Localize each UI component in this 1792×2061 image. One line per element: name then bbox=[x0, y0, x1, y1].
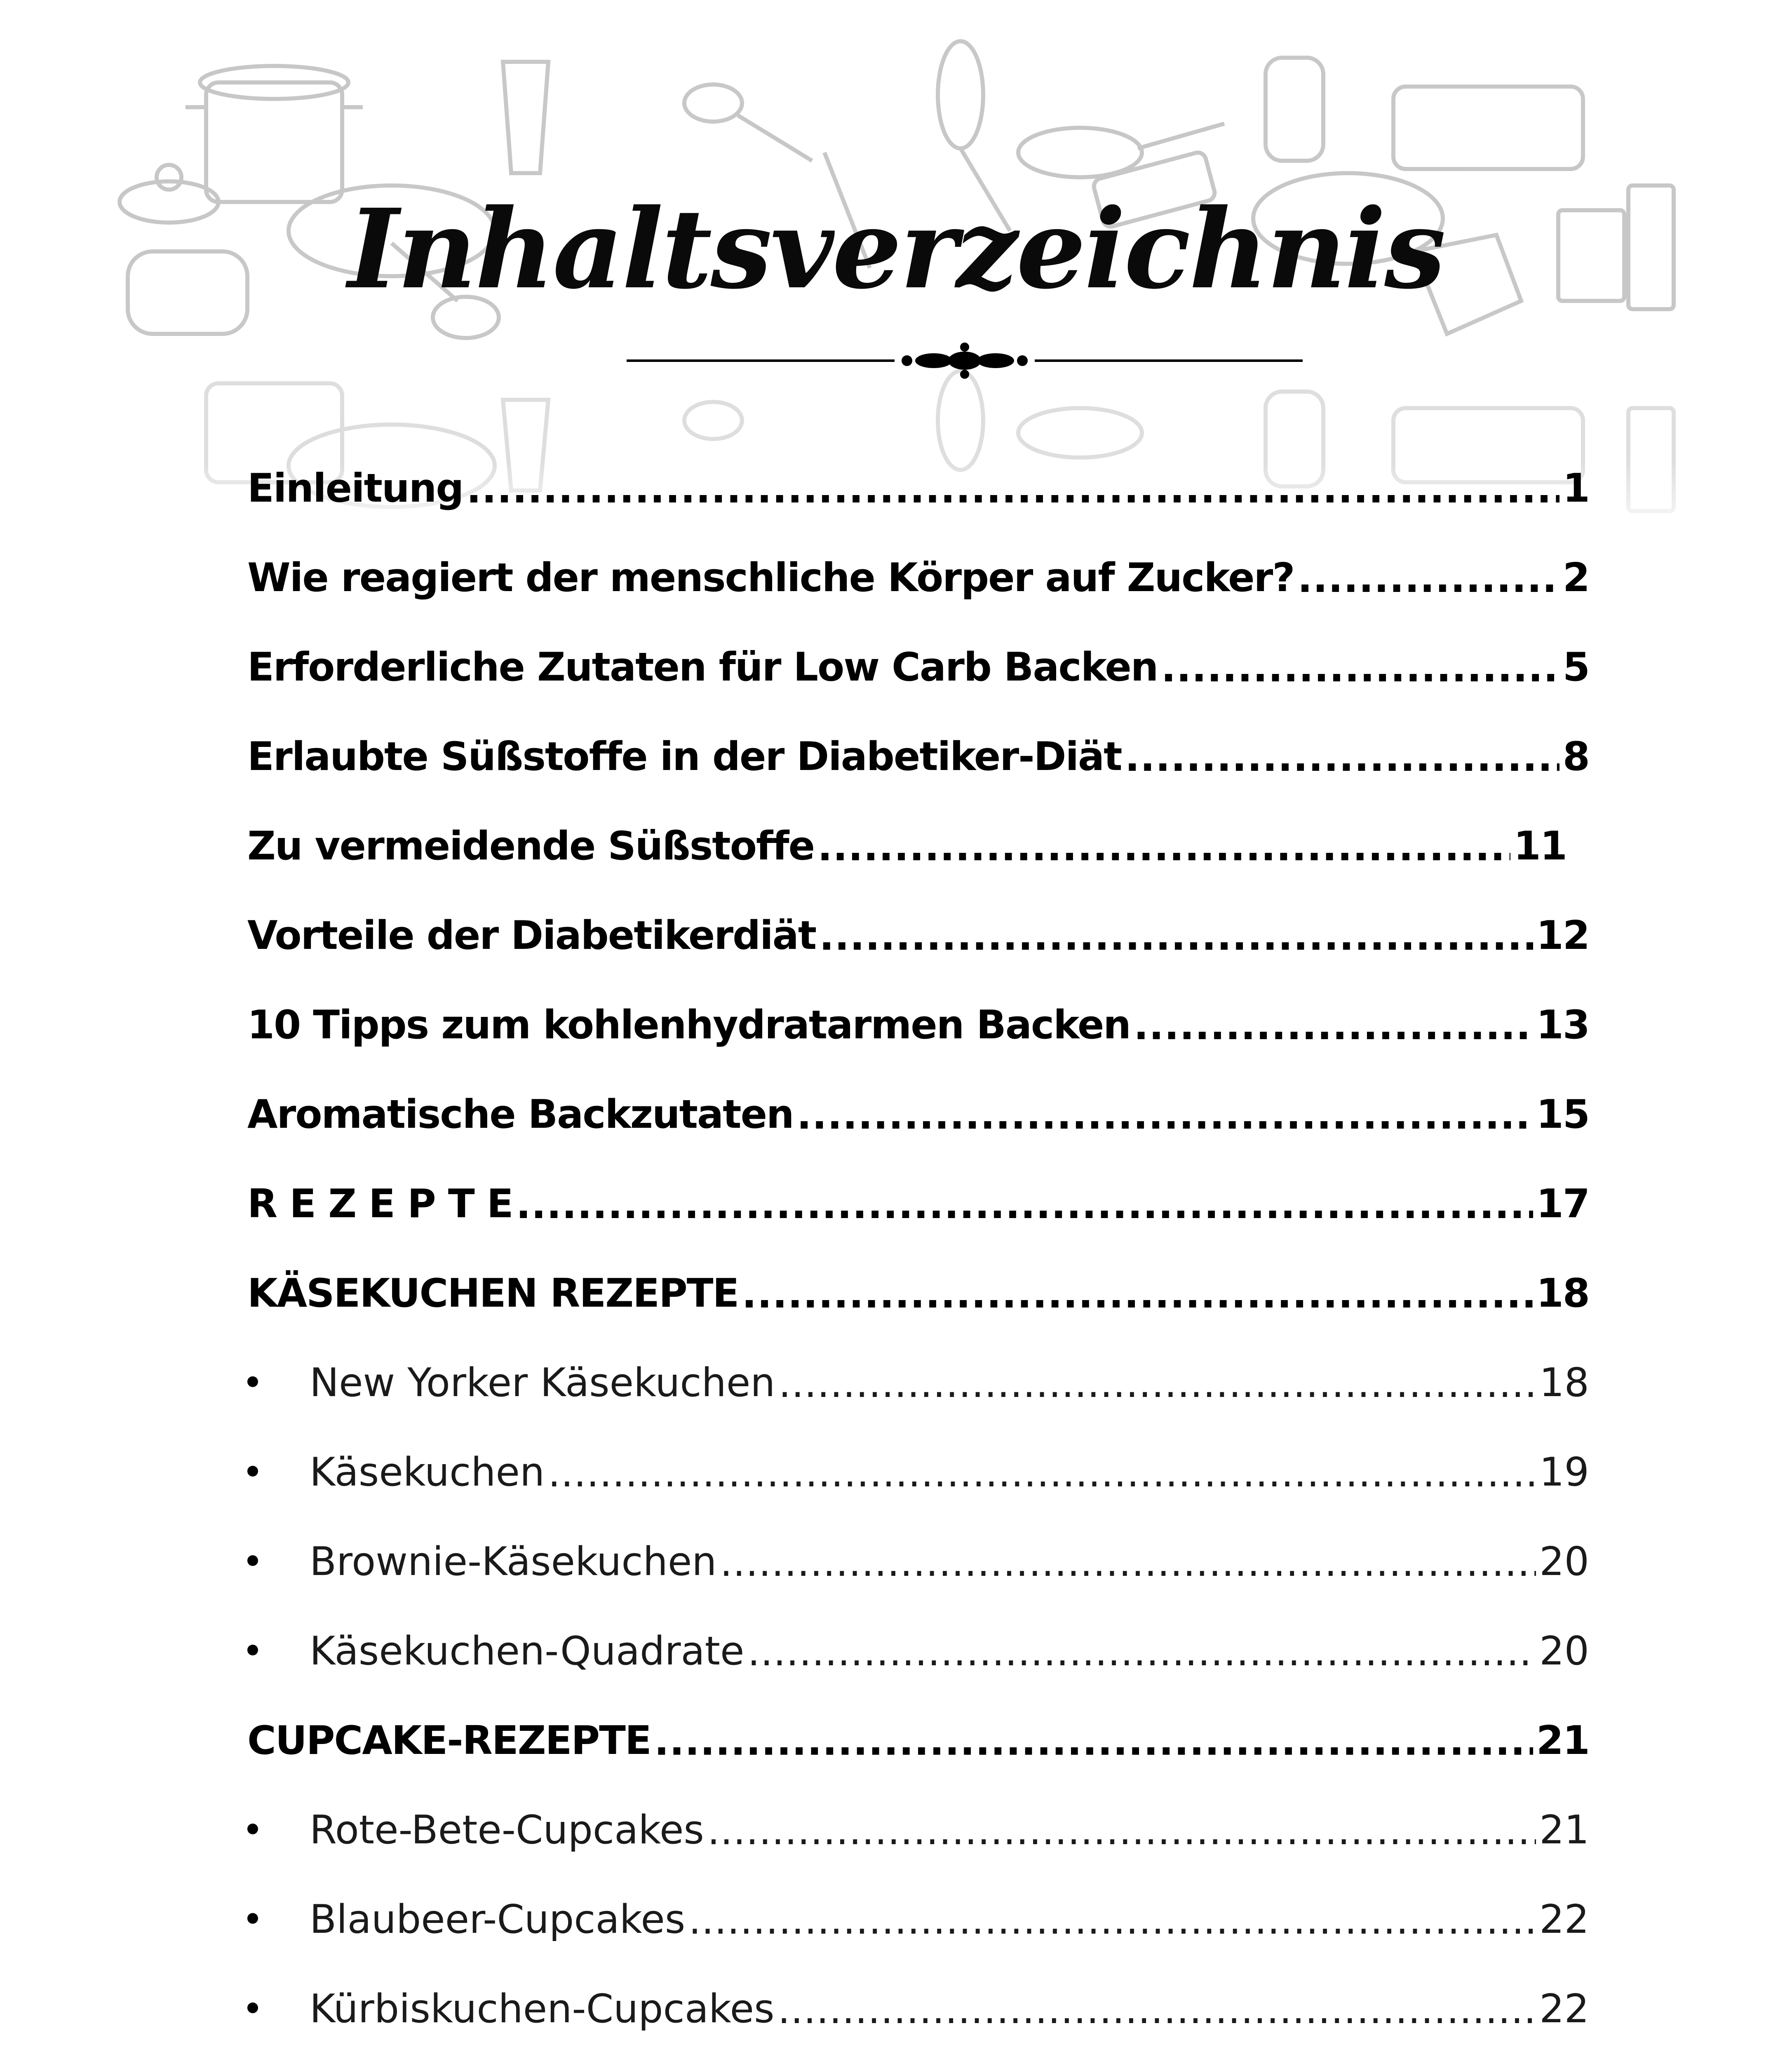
toc-entry-label: R E Z E P T E bbox=[247, 1181, 513, 1227]
toc-page-number: 8 bbox=[1562, 734, 1589, 779]
toc-entry[interactable] bbox=[247, 734, 1589, 792]
toc-page-number: 11 bbox=[1513, 824, 1567, 869]
toc-page-number: 22 bbox=[1539, 1897, 1589, 1942]
page-title: Inhaltsverzeichnis bbox=[348, 185, 1444, 313]
bullet-icon bbox=[247, 1555, 258, 1566]
toc-leader-dots bbox=[654, 1718, 1533, 1776]
toc-leader-dots bbox=[778, 1986, 1536, 2044]
toc-entry-label: Erforderliche Zutaten für Low Carb Backen bbox=[247, 645, 1158, 690]
toc-leader-dots bbox=[548, 1450, 1536, 1507]
toc-page-number: 13 bbox=[1536, 1002, 1589, 1048]
toc-leader-dots bbox=[819, 913, 1533, 971]
toc-entry-label: Zu vermeidende Süßstoffe bbox=[247, 824, 815, 869]
toc-entry-label: Brownie-Käsekuchen bbox=[310, 1539, 717, 1584]
toc-leader-dots bbox=[1125, 734, 1559, 792]
toc-leader-dots bbox=[779, 1360, 1536, 1418]
toc-entry-label: CUPCAKE-REZEPTE bbox=[247, 1718, 651, 1763]
toc-page-number: 19 bbox=[1539, 1450, 1589, 1495]
toc-entry-label: Einleitung bbox=[247, 466, 463, 511]
toc-entry-label: 10 Tipps zum kohlenhydratarmen Backen bbox=[247, 1002, 1130, 1048]
toc-entry-label: Wie reagiert der menschliche Körper auf Zucker? bbox=[247, 555, 1294, 601]
toc-entry[interactable] bbox=[247, 913, 1589, 971]
toc-subentry[interactable] bbox=[247, 1360, 1589, 1418]
toc-leader-dots bbox=[466, 466, 1559, 523]
toc-leader-dots bbox=[797, 1092, 1533, 1150]
toc-page-number: 5 bbox=[1562, 645, 1589, 690]
toc-page-number: 20 bbox=[1539, 1629, 1589, 1674]
toc-page-number: 21 bbox=[1539, 1807, 1589, 1853]
toc-page-number: 12 bbox=[1536, 913, 1589, 958]
toc-subentry[interactable] bbox=[247, 1450, 1589, 1507]
bullet-icon bbox=[247, 1645, 258, 1655]
toc-page-number: 20 bbox=[1539, 1539, 1589, 1584]
bullet-icon bbox=[247, 1824, 258, 1834]
toc-subentry[interactable] bbox=[247, 1807, 1589, 1865]
toc-leader-dots bbox=[707, 1807, 1536, 1865]
toc-entry-label: Blaubeer-Cupcakes bbox=[310, 1897, 686, 1942]
toc-entry-label: Vorteile der Diabetikerdiät bbox=[247, 913, 816, 958]
toc-entry[interactable] bbox=[247, 1002, 1589, 1060]
bullet-icon bbox=[247, 1376, 258, 1387]
toc-subentry[interactable] bbox=[247, 1897, 1589, 1955]
toc-entry[interactable] bbox=[247, 555, 1589, 613]
toc-entry-label: Käsekuchen-Quadrate bbox=[310, 1629, 745, 1674]
toc-entry-label: Erlaubte Süßstoffe in der Diabetiker-Diät bbox=[247, 734, 1122, 779]
toc-leader-dots bbox=[516, 1181, 1533, 1239]
toc-entry[interactable] bbox=[247, 1271, 1589, 1329]
toc-entry[interactable] bbox=[247, 1181, 1589, 1239]
toc-leader-dots bbox=[747, 1629, 1536, 1686]
toc-page-number: 2 bbox=[1562, 555, 1589, 601]
toc-entry-label: Käsekuchen bbox=[310, 1450, 545, 1495]
bullet-icon bbox=[247, 2002, 258, 2013]
bullet-icon bbox=[247, 1913, 258, 1924]
toc-page-number: 21 bbox=[1536, 1718, 1589, 1763]
toc-entry-label: Aromatische Backzutaten bbox=[247, 1092, 794, 1137]
toc-entry[interactable] bbox=[247, 1092, 1589, 1150]
toc-page-number: 18 bbox=[1536, 1271, 1589, 1316]
toc-leader-dots bbox=[1161, 645, 1559, 702]
toc-leader-dots bbox=[688, 1897, 1536, 1955]
toc-page-number: 17 bbox=[1536, 1181, 1589, 1227]
toc-entry[interactable] bbox=[247, 824, 1567, 881]
toc-entry[interactable] bbox=[247, 1718, 1589, 1776]
toc-subentry[interactable] bbox=[247, 1539, 1589, 1597]
toc-page-number: 18 bbox=[1539, 1360, 1589, 1406]
toc-entry-label: KÄSEKUCHEN REZEPTE bbox=[247, 1271, 739, 1316]
toc-entry[interactable] bbox=[247, 466, 1589, 523]
toc-entry-label: Rote-Bete-Cupcakes bbox=[310, 1807, 704, 1853]
toc-subentry[interactable] bbox=[247, 1986, 1589, 2044]
toc-page-number: 1 bbox=[1562, 466, 1589, 511]
toc-entry[interactable] bbox=[247, 645, 1589, 702]
toc-page-number: 15 bbox=[1536, 1092, 1589, 1137]
bullet-icon bbox=[247, 1466, 258, 1477]
toc-entry-label: New Yorker Käsekuchen bbox=[310, 1360, 775, 1406]
toc-leader-dots bbox=[742, 1271, 1533, 1329]
toc-entry-label: Kürbiskuchen-Cupcakes bbox=[310, 1986, 775, 2032]
toc-subentry[interactable] bbox=[247, 1629, 1589, 1686]
toc-leader-dots bbox=[1297, 555, 1559, 613]
toc-leader-dots bbox=[1134, 1002, 1533, 1060]
toc-leader-dots bbox=[720, 1539, 1536, 1597]
toc-leader-dots bbox=[817, 824, 1510, 881]
toc-page-number: 22 bbox=[1539, 1986, 1589, 2032]
